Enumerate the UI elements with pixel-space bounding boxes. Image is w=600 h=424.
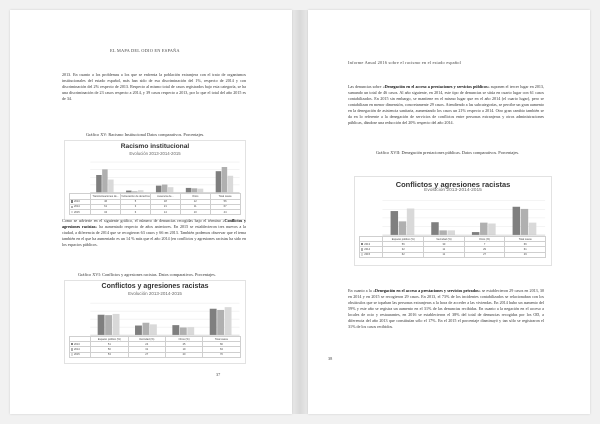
bar-2013-1 (126, 191, 131, 193)
bar-2015-0 (407, 208, 414, 235)
data-label: 67 (210, 204, 240, 209)
data-label: 11 (180, 204, 210, 209)
paragraph: Como se advierte en el siguiente gráfico, el número de denuncias recogidas bajo el término «Conflictos y agresiones racistas» ha aumentado respecto de años anteriores. En 2015 se establecieron tres nuevos a la ciudad, a diferencia de 2014 que se recogieron 63 casos y 66 en 2013. También podemos observar que el tema también en el que ha aumentado es un 14 % más que el año 2014 (en conflictos y agresiones racistas ha sido en los espacios públicos. (62, 218, 247, 247)
data-label: 7 (464, 242, 505, 247)
legend-label: 2015 (364, 253, 371, 257)
bar-2015-3 (198, 189, 203, 193)
bar-2014-3 (192, 188, 197, 192)
bar-2015-3 (529, 223, 536, 235)
legend-entry (69, 352, 91, 357)
data-label: 61 (91, 204, 121, 209)
chart-data-table (69, 193, 241, 215)
paragraph: En cuanto a la «Denegación en el acceso a prestaciones y servicios privados» se establecieron 29 casos en 2013, 30 en 2014 y en 2015 se recogieron 29 casos. En 2013, el 73% de los incidentes contabilizados se relacionaban con los obstáculos que se topaban las personas extranjeras a la hora de acceder a las viviendas. En 2014 hubo un aumento del 59% y este año se registra un aumento en el 31% de las denuncias recibidas. En cuanto a la negación en el acceso a locales de ocio y restaurantes, en 2016 se establecieron el 38% del total de denuncias recogidas por los OD, a diferencia del año 2013 que constituían sólo el 17%. En el 2015 el porcentaje disminuyó y tan sólo se registraron el 31% de los casos recibidos. (348, 288, 544, 329)
bar-2015-3 (225, 307, 232, 335)
bar-2013-2 (472, 232, 479, 235)
chart-subtitle: Evolución 2013-2014-2015 (424, 188, 482, 194)
data-label: 27 (128, 352, 165, 357)
data-label: 56 (383, 242, 424, 247)
data-label: 66 (203, 342, 240, 347)
legend-label: 2014 (73, 205, 80, 209)
page-number: 38 (328, 356, 333, 361)
bar-2015-0 (108, 180, 113, 193)
data-label: 6 (121, 210, 151, 215)
tick-label: Trato/Actuaciones de... (92, 195, 119, 199)
tick-label: Total casos (203, 337, 240, 342)
data-label: 50 (91, 347, 128, 352)
running-head: EL MAPA DEL ODIO EN ESPAÑA (110, 48, 180, 53)
bar-2014-2 (180, 328, 187, 336)
bar-2014-4 (222, 167, 227, 192)
bar-2015-1 (150, 324, 157, 335)
data-label: 11 (424, 252, 465, 257)
chart-subtitle: Evolución 2013-2014-2015 (129, 150, 181, 156)
data-label: 56 (210, 199, 240, 204)
data-label: 24 (128, 342, 165, 347)
bar-2014-1 (439, 230, 446, 235)
legend-swatch (361, 253, 363, 255)
tick-label: Vulneración de derechos (121, 195, 150, 199)
bar-2014-2 (162, 184, 167, 192)
bar-2015-2 (488, 223, 495, 235)
data-label: 32 (383, 247, 424, 252)
chart-denegacion-prestaciones (354, 176, 552, 266)
legend-swatch (71, 353, 73, 355)
legend-label: 2015 (73, 210, 80, 214)
data-label: 21 (150, 204, 180, 209)
data-label: 66 (505, 242, 546, 247)
chart-title: Racismo institucional (120, 143, 190, 151)
chart-conflictos-agresiones (64, 280, 246, 364)
data-label: 46 (91, 199, 121, 204)
bar-2015-2 (187, 327, 194, 335)
data-label: 34 (91, 210, 121, 215)
chart-data-table (69, 336, 241, 358)
bar-2013-3 (186, 188, 191, 193)
bar-2013-4 (216, 171, 221, 192)
tick-label: Espacio público (%) (91, 337, 128, 342)
bar-2015-2 (168, 187, 173, 192)
bar-2013-1 (431, 222, 438, 235)
chart-data-table (359, 236, 546, 258)
legend-label: 2013 (73, 342, 80, 346)
bar-2013-2 (156, 186, 161, 193)
data-label: 62 (383, 252, 424, 257)
legend-label: 2013 (73, 200, 80, 204)
tick-label: Total casos (210, 194, 240, 199)
bar-2013-3 (513, 207, 520, 235)
bar-2014-0 (399, 221, 406, 235)
tick-label: Otros (%) (165, 337, 202, 342)
figure-caption: Gráfico XV: Racismo Institucional Datos comparativos. Porcentajes. (86, 132, 205, 137)
legend-swatch (361, 243, 363, 245)
legend-label: 2015 (73, 353, 80, 357)
data-label: 63 (203, 347, 240, 352)
data-label: 70 (203, 352, 240, 357)
bar-2015-1 (138, 190, 143, 192)
data-label: 20 (165, 352, 202, 357)
data-label: 19 (165, 347, 202, 352)
bar-2015-4 (228, 176, 233, 193)
data-label: 27 (464, 252, 505, 257)
data-label: 10 (180, 210, 210, 215)
bar-2014-0 (102, 169, 107, 192)
tick-label: Vecindad (%) (128, 337, 165, 342)
data-label: 14 (150, 210, 180, 215)
legend-swatch (71, 200, 73, 202)
data-label: 29 (505, 252, 546, 257)
data-label: 3 (121, 204, 151, 209)
bar-2014-3 (217, 310, 224, 335)
data-label: 61 (505, 247, 546, 252)
chart-subtitle: Evolución 2013-2014-2015 (128, 291, 182, 297)
data-label: 18 (150, 199, 180, 204)
legend-swatch (71, 343, 73, 345)
tick-label: Otros (180, 194, 210, 199)
chart-title: Conflictos y agresiones racistas (395, 179, 511, 189)
tick-label: Vecindad (%) (424, 237, 465, 242)
tick-label: Total casos (505, 237, 546, 242)
data-label: 30 (424, 242, 465, 247)
data-label: 12 (180, 199, 210, 204)
legend-swatch (71, 211, 73, 213)
paragraph: Las denuncias sobre «Denegación en el acceso a prestaciones y servicios públicos» suponen el tercer lugar en 2013, sumando un total de 46 casos. Al año siguiente, en 2014, este tipo de denuncias se sitúa en cuarto lugar con 61 casos contabilizados. En 2015 sin embargo, se mantiene en el mismo lugar que en el año 2014 (el cuarto lugar), pero se contabilizan en menor dimensión, concretamente 29 casos. Atendiendo a las subcategorías, se percibe un gran aumento en la denegación de asistencia sanitaria, aumentando los casos un 21% respecto a 2014. Otro gran cambio también se da en lo referente a la denegación de servicios de conflictos entre personas extranjeras y otros administraciones públicas, dándose una reducción del 20% respecto del año 2014. (348, 84, 545, 125)
bar-2014-1 (142, 323, 149, 335)
data-label: 51 (91, 342, 128, 347)
legend-label: 2013 (364, 242, 371, 246)
bar-2013-2 (172, 325, 179, 335)
legend-label: 2014 (73, 348, 80, 352)
left-page (10, 10, 292, 414)
bar-2013-0 (391, 211, 398, 235)
figure-caption: Gráfico XVII: Denegación prestaciones públicas. Datos comparativos. Porcentajes. (376, 150, 520, 155)
legend-label: 2014 (364, 248, 371, 252)
bar-2013-3 (210, 309, 217, 335)
book-gutter (292, 10, 308, 414)
bar-2015-0 (113, 314, 120, 335)
bar-2013-1 (135, 326, 142, 336)
bar-2014-0 (105, 315, 112, 335)
figure-caption: Gráfico XVI: Conflictos y agresiones racistas. Datos comparativos. Porcentajes. (78, 272, 216, 277)
chart-title: Conflictos y agresiones racistas (101, 283, 209, 291)
right-page (308, 10, 590, 414)
data-label: 5 (121, 199, 151, 204)
tick-label: Otros (%) (464, 237, 505, 242)
tick-label: Espacio público (%) (383, 237, 424, 242)
data-label: 44 (210, 210, 240, 215)
running-head: Informe Anual 2016 sobre el racismo en el estado español (348, 60, 462, 65)
legend-entry (359, 252, 383, 257)
paragraph: 2013. En cuanto a los problemas a los que se enfrenta la población extranjera con el trato de organismos institucionales del estado español, más han sido de esa discriminación del 1%, respecto de 2014 y con discriminación del 2% respecto de 2013. Respecto al mismo total de casos registrados bajo esta categoría, se ha una discriminación de 23 casos respecto a 2014, y 39 casos respecto a 2013, por lo que el total del año 2015 es de 34. (62, 72, 246, 101)
data-label: 31 (128, 347, 165, 352)
bar-2013-0 (98, 315, 105, 335)
bar-2014-2 (480, 223, 487, 235)
data-label: 53 (91, 352, 128, 357)
legend-entry (69, 210, 91, 215)
chart-racismo-institucional (64, 140, 246, 220)
data-label: 29 (464, 247, 505, 252)
legend-swatch (71, 206, 73, 208)
data-label: 25 (165, 342, 202, 347)
legend-swatch (361, 248, 363, 250)
legend-swatch (71, 348, 73, 350)
bar-2015-1 (448, 230, 455, 235)
bar-2013-0 (96, 175, 101, 192)
page-number: 37 (216, 372, 221, 377)
bar-2014-3 (521, 209, 528, 235)
data-label: 11 (424, 247, 465, 252)
tick-label: Ausencia de... (150, 194, 180, 199)
